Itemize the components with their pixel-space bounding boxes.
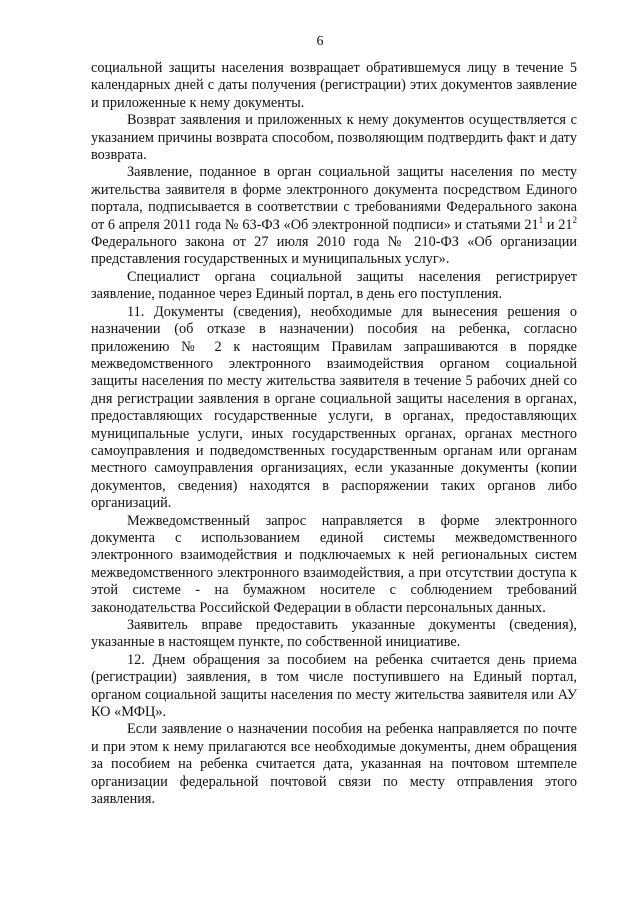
paragraph-section-11: 11. Документы (сведения), необходимые для вынесения решения о назначении (об отказе в назначении) пособия на ребенка, согласно приложению № 2 к настоящим Правилам запрашиваются в порядке межведомственного электронного взаимодействия органом социальной защиты населения по месту жительства заявителя в течение 5 рабочих дней со дня регистрации заявления в органе социальной защиты населения в органах, предоставляющих государственные услуги, в органах, предоставляющих муниципальные услуги, иных государственных органах, органах местного самоуправления и подведомственных государственным органам или органам местного самоуправления организациях, если указанные документы (копии документов, сведения) находятся в распоряжении таких органов либо организаций.: [91, 303, 577, 512]
document-body: [91, 60, 577, 808]
electronic-application-text-start: Заявление, поданное в орган социальной защиты населения по месту жительства заявителя в форме электронного документа посредством Единого портала, подписывается в соответствии с требованиями Федерального закона от 6 апреля 2011 года № 63-ФЗ «Об электронной подписи» и статьями 21: [91, 164, 577, 233]
electronic-application-text-end: Федерального закона от 27 июля 2010 года № 210-ФЗ «Об организации представления государственных и муниципальных услуг».: [91, 234, 577, 268]
article-superscript-1: 1: [538, 214, 544, 225]
paragraph-electronic-application: [91, 164, 577, 268]
electronic-application-text-middle: и 21: [543, 216, 573, 233]
page-number: 6: [316, 34, 324, 49]
paragraph-postal-application: Если заявление о назначении пособия на ребенка направляется по почте и при этом к нему прилагаются все необходимые документы, днем обращения за пособием на ребенка считается дата, указанная на почтовом штемпеле организации федеральной почтовой связи по месту отправления этого заявления.: [91, 721, 577, 808]
paragraph-own-initiative: Заявитель вправе предоставить указанные документы (сведения), указанные в настоящем пункте, по собственной инициативе.: [91, 617, 577, 651]
paragraph-return-method: Возврат заявления и приложенных к нему документов осуществляется с указанием причины возврата способом, позволяющим подтвердить факт и дату возврата.: [91, 112, 577, 164]
article-superscript-2: 2: [572, 214, 577, 225]
paragraph-registration: Специалист органа социальной защиты населения регистрирует заявление, поданное через Единый портал, в день его поступления.: [91, 268, 577, 303]
paragraph-interagency-request: Межведомственный запрос направляется в форме электронного документа с использованием единой системы межведомственного электронного взаимодействия и подключаемых к ней региональных систем межведомственного электронного взаимодействия, а при отсутствии доступа к этой системе - на бумажном носителе с соблюдением требований законодательства Российской Федерации в области персональных данных.: [91, 512, 577, 616]
paragraph-return-notice: социальной защиты населения возвращает обратившемуся лицу в течение 5 календарных дней с даты получения (регистрации) этих документов заявление и приложенные к нему документы.: [91, 60, 577, 111]
paragraph-section-12: 12. Днем обращения за пособием на ребенка считается день приема (регистрации) заявления, в том числе поступившего на Единый портал, органом социальной защиты населения по месту жительства заявителя или АУ КО «МФЦ».: [91, 651, 577, 721]
